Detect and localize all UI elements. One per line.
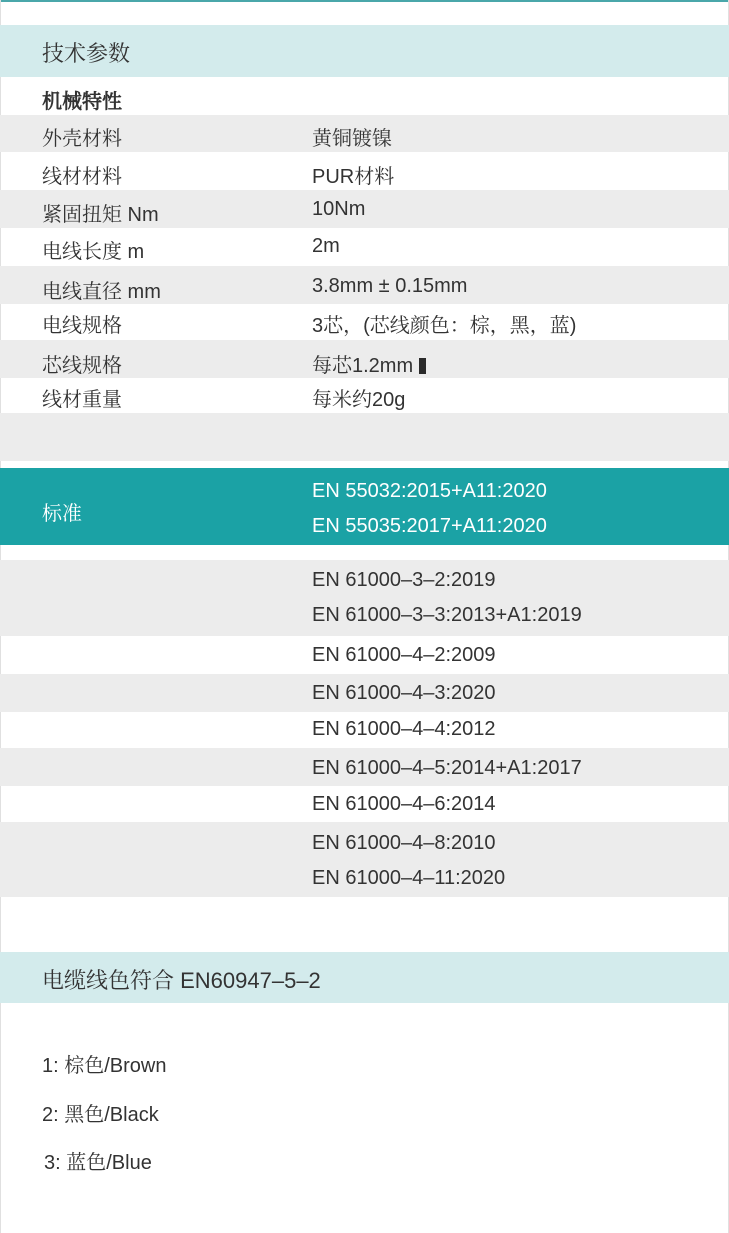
table-row xyxy=(0,115,729,152)
table-row xyxy=(0,674,729,712)
param-value: 3.8mm ± 0.15mm xyxy=(312,275,468,297)
standard-item: EN 61000–4–5:2014+A1:2017 xyxy=(312,757,582,779)
standard-item: EN 61000–3–3:2013+A1:2019 xyxy=(312,604,582,626)
param-label: 电线长度 m xyxy=(42,241,145,263)
table-row xyxy=(0,190,729,228)
top-accent-line xyxy=(0,0,729,2)
param-label: 芯线规格 xyxy=(42,355,122,377)
param-value-text: 每芯1.2mm xyxy=(312,355,414,377)
cable-color-header xyxy=(0,952,729,1003)
param-value: 黄铜镀镍 xyxy=(312,128,392,150)
table-row xyxy=(0,560,729,636)
standard-item: EN 61000–4–8:2010 xyxy=(312,832,496,854)
param-label: 电线规格 xyxy=(42,315,122,337)
table-row xyxy=(0,152,729,190)
table-row xyxy=(0,822,729,897)
table-row xyxy=(0,266,729,304)
param-value: 每米约20g xyxy=(312,389,406,411)
param-label: 电线直径 mm xyxy=(42,281,161,303)
param-value: PUR材料 xyxy=(312,166,395,188)
table-row xyxy=(0,228,729,266)
standard-item: EN 61000–4–6:2014 xyxy=(312,793,496,815)
table-row xyxy=(0,304,729,340)
param-label: 线材重量 xyxy=(42,389,122,411)
black-square-icon xyxy=(419,358,426,374)
standards-label: 标准 xyxy=(42,503,82,525)
param-value: 10Nm xyxy=(312,198,366,220)
param-value: 2m xyxy=(312,235,340,257)
table-row xyxy=(0,786,729,822)
table-row xyxy=(0,340,729,378)
cable-color-item: 1: 棕色/Brown xyxy=(42,1055,167,1077)
param-label: 外壳材料 xyxy=(42,128,122,150)
param-label: 线材材料 xyxy=(42,166,122,188)
standards-teal-band xyxy=(0,468,729,545)
tech-params-title: 技术参数 xyxy=(42,41,131,66)
standard-item: EN 55032:2015+A11:2020 xyxy=(312,480,547,502)
cable-color-item: 2: 黑色/Black xyxy=(42,1104,159,1126)
tech-params-header xyxy=(0,25,729,77)
standard-item: EN 55035:2017+A11:2020 xyxy=(312,515,547,537)
table-row xyxy=(0,636,729,674)
standard-item: EN 61000–4–2:2009 xyxy=(312,644,496,666)
param-value xyxy=(312,349,426,378)
mechanical-section-row xyxy=(0,77,729,115)
table-row xyxy=(0,378,729,413)
table-row xyxy=(0,712,729,748)
param-label: 紧固扭矩 Nm xyxy=(42,204,159,226)
cable-color-item: 3: 蓝色/Blue xyxy=(44,1152,152,1174)
standard-item: EN 61000–4–4:2012 xyxy=(312,718,496,740)
spacer-row xyxy=(0,413,729,461)
mechanical-section-title: 机械特性 xyxy=(42,91,122,113)
cable-color-title: 电缆线色符合 EN60947–5–2 xyxy=(42,968,321,993)
standard-item: EN 61000–3–2:2019 xyxy=(312,569,496,591)
table-row xyxy=(0,748,729,786)
standard-item: EN 61000–4–11:2020 xyxy=(312,867,506,889)
param-value: 3芯，(芯线颜色：棕，黑，蓝) xyxy=(312,315,577,337)
standard-item: EN 61000–4–3:2020 xyxy=(312,682,496,704)
